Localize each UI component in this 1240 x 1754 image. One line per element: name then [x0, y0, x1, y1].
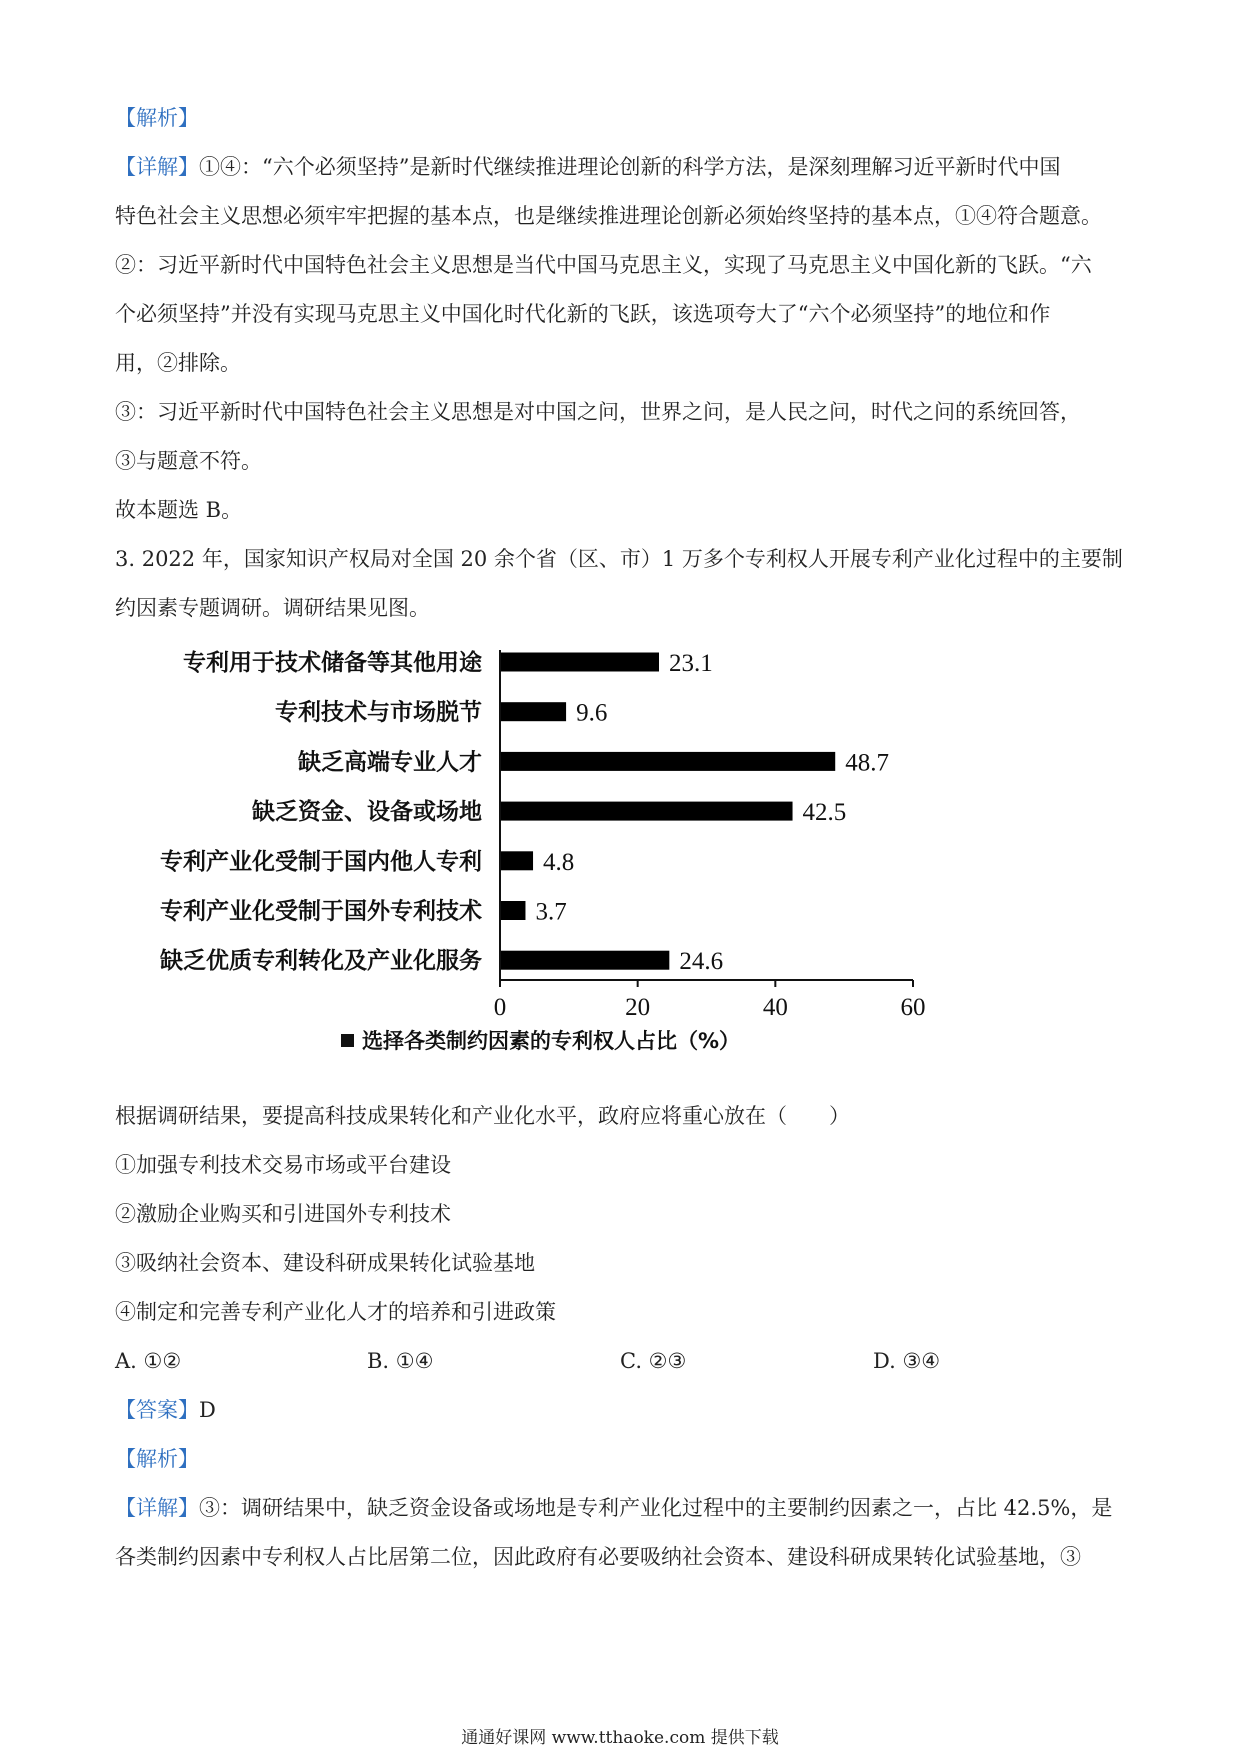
detail-tag-2: 【详解】 — [115, 1496, 199, 1520]
question-prompt: 根据调研结果，要提高科技成果转化和产业化水平，政府应将重心放在（ ） — [115, 1104, 850, 1128]
analysis-heading-2: 【解析】 — [115, 1447, 199, 1471]
legend-swatch — [341, 1034, 354, 1047]
bar-5 — [500, 851, 533, 870]
bar-2 — [500, 702, 566, 721]
bar-6 — [500, 901, 525, 920]
value-label-6: 3.7 — [535, 898, 567, 926]
statement-2: ②激励企业购买和引进国外专利技术 — [115, 1202, 451, 1226]
value-label-5: 4.8 — [543, 848, 575, 876]
bar-chart — [115, 630, 1015, 1070]
x-tick-label-4: 60 — [900, 994, 926, 1021]
category-label-3: 缺乏高端专业人才 — [298, 749, 482, 776]
detail-line-7: ③与题意不符。 — [115, 449, 262, 473]
question-stem-line-2: 约因素专题调研。调研结果见图。 — [115, 596, 430, 620]
option-d: D. ③④ — [873, 1349, 941, 1373]
value-label-2: 9.6 — [576, 699, 608, 727]
value-label-3: 48.7 — [845, 749, 889, 777]
category-label-7: 缺乏优质专利转化及产业化服务 — [160, 948, 482, 975]
detail2-line-2: 各类制约因素中专利权人占比居第二位，因此政府有必要吸纳社会资本、建设科研成果转化试验基地，③ — [115, 1545, 1081, 1569]
detail-line-4: 个必须坚持”并没有实现马克思主义中国化时代化新的飞跃，该选项夸大了“六个必须坚持”的地位和作 — [115, 302, 1051, 326]
bar-4 — [500, 802, 793, 821]
category-label-2: 专利技术与市场脱节 — [275, 699, 482, 726]
value-label-1: 23.1 — [669, 650, 713, 677]
category-label-1: 专利用于技术储备等其他用途 — [183, 650, 482, 676]
option-a: A. ①② — [115, 1349, 182, 1373]
answer-line — [115, 1395, 1135, 1425]
answer-tag: 【答案】 — [115, 1398, 199, 1422]
statement-4: ④制定和完善专利产业化人才的培养和引进政策 — [115, 1300, 556, 1324]
answer-value: D — [199, 1398, 216, 1422]
statement-1: ①加强专利技术交易市场或平台建设 — [115, 1153, 451, 1177]
bar-1 — [500, 653, 659, 672]
bar-3 — [500, 752, 835, 771]
x-tick-label-2: 20 — [625, 994, 651, 1021]
detail-line-2: 特色社会主义思想必须牢牢把握的基本点，也是继续推进理论创新必须始终坚持的基本点，①④符合题意。 — [115, 204, 1102, 228]
detail-line-1: 【详解】①④：“六个必须坚持”是新时代继续推进理论创新的科学方法，是深刻理解习近平新时代中国 — [115, 155, 1061, 179]
category-label-6: 专利产业化受制于国外专利技术 — [160, 898, 482, 925]
ticks-layer — [494, 980, 926, 1021]
detail-line-6: ③：习近平新时代中国特色社会主义思想是对中国之问，世界之问，是人民之问，时代之问的系统回答， — [115, 400, 1081, 424]
category-label-4: 缺乏资金、设备或场地 — [252, 799, 482, 826]
detail-tag: 【详解】 — [115, 155, 199, 179]
question-stem-line-1: 3. 2022 年，国家知识产权局对全国 20 余个省（区、市）1 万多个专利权人开展专利产业化过程中的主要制 — [115, 547, 1123, 571]
x-tick-label-3: 40 — [762, 994, 788, 1021]
analysis-heading: 【解析】 — [115, 106, 199, 130]
footer-source: 通通好课网 www.tthaoke.com 提供下载 — [461, 1728, 779, 1748]
x-tick-label-1: 0 — [493, 994, 507, 1021]
detail2-line-1: 【详解】③：调研结果中，缺乏资金设备或场地是专利产业化过程中的主要制约因素之一，占比 42.5%，是 — [115, 1496, 1113, 1520]
category-label-5: 专利产业化受制于国内他人专利 — [160, 848, 482, 875]
legend-text: 选择各类制约因素的专利权人占比（%） — [362, 1029, 741, 1053]
conclusion: 故本题选 B。 — [115, 498, 243, 522]
bar-7 — [500, 951, 669, 970]
statement-3: ③吸纳社会资本、建设科研成果转化试验基地 — [115, 1251, 535, 1275]
option-c: C. ②③ — [620, 1349, 687, 1373]
option-b: B. ①④ — [367, 1349, 434, 1373]
value-label-4: 42.5 — [802, 799, 847, 827]
detail-line-5: 用，②排除。 — [115, 351, 241, 375]
detail-line-3: ②：习近平新时代中国特色社会主义思想是当代中国马克思主义，实现了马克思主义中国化新的飞跃。“六 — [115, 253, 1092, 277]
value-label-7: 24.6 — [679, 948, 724, 976]
bars-layer — [160, 649, 889, 975]
